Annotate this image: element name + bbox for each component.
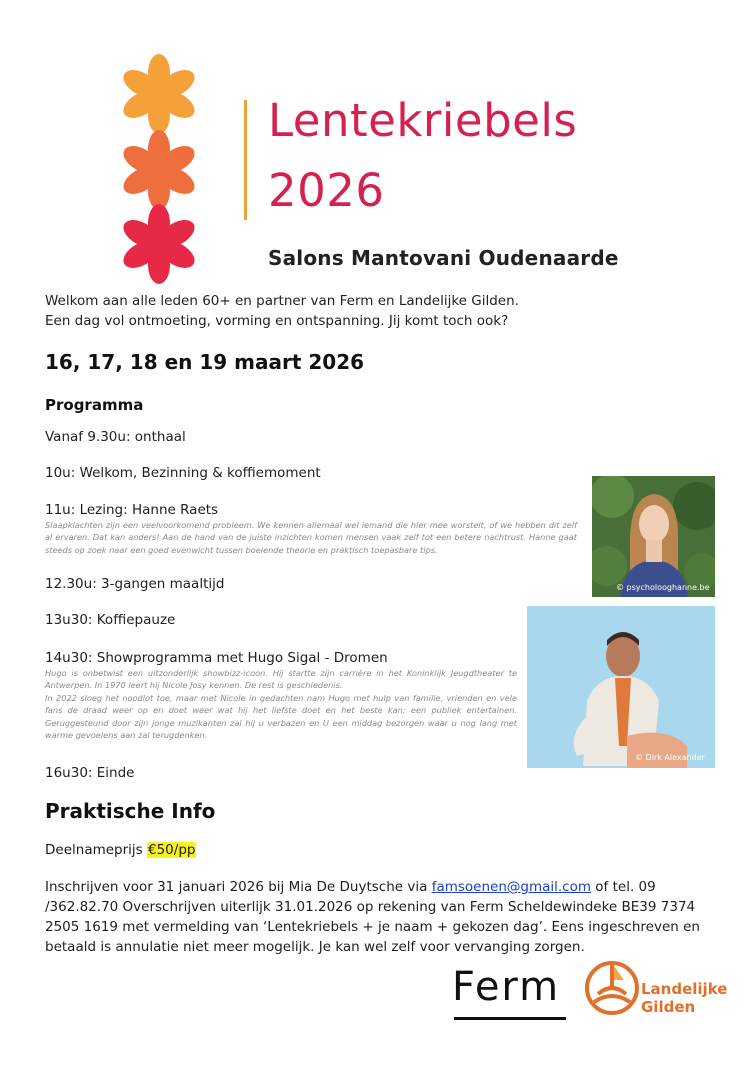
- lezing-description: Slaapklachten zijn een veelvoorkomend probleem. We kennen allemaal wel iemand die hier mee worstelt, of we hebben dit zelf al ervaren. Dat kan anders! Aan de hand van de juiste inzichten komen mensen vaak zelf tot een betere nachtrust. Hanne gaat steeds op zoek naar een goed evenwicht tussen boeiende theorie en praktisch toepasbare tips.: [45, 520, 577, 555]
- programma-heading: Programma: [45, 396, 144, 414]
- landelijke-gilden-line1: Landelijke: [641, 980, 728, 998]
- landelijke-gilden-line2: Gilden: [641, 998, 696, 1016]
- hanne-raets-photo: [592, 476, 715, 597]
- venue-name: Salons Mantovani Oudenaarde: [268, 246, 619, 270]
- ferm-logo-underline: [454, 1017, 566, 1020]
- hugo-sigal-photo: [527, 606, 715, 768]
- program-item-showprogramma: 14u30: Showprogramma met Hugo Sigal - Dromen: [45, 650, 388, 666]
- show-description: Hugo is onbetwist een uitzonderlijk showbizz-icoon. Hij startte zijn carrière in het Koninklijk Jeugdtheater te Antwerpen. In 1970 leert hij Nicole Josy kennen. De rest is geschiedenis. In 2022 sloeg het noodlot toe, maar met Nicole in gedachten nam Hugo met hulp van familie, vrienden en vele fans de draad weer op en doet weer wat hij het liefste doet en het beste kan: een publiek entertainen. Geruggesteund door zijn jonge muzikanten zal hij u verbazen en U een middag bezorgen waar u nog lang met warme gevoelens aan zal terugdenken.: [45, 668, 517, 741]
- program-item-onthaal: Vanaf 9.30u: onthaal: [45, 429, 186, 445]
- landelijke-gilden-logo-icon: [584, 958, 640, 1016]
- ferm-logo: Ferm: [452, 964, 561, 1010]
- deelnameprijs: Deelnameprijs €50/pp: [45, 842, 196, 858]
- intro-text: Welkom aan alle leden 60+ en partner van Ferm en Landelijke Gilden. Een dag vol ontmoeting, vorming en ontspanning. Jij komt toch ook?: [45, 293, 519, 329]
- program-item-welkom: 10u: Welkom, Bezinning & koffiemoment: [45, 465, 321, 481]
- program-item-maaltijd: 12.30u: 3-gangen maaltijd: [45, 576, 225, 592]
- hugo-photo-credit: © Dirk Alexander: [635, 753, 705, 762]
- inschrijving-info: Inschrijven voor 31 januari 2026 bij Mia De Duytsche via famsoenen@gmail.com of tel. 09 /362.82.70 Overschrijven uiterlijk 31.01.2026 op rekening van Ferm Scheldewindeke BE39 7374 2505 1619 met vermelding van ‘Lentekriebels + je naam + gekozen dag’. Eens ingeschreven en betaald is annulatie niet meer mogelijk. Je kan wel zelf voor vervanging zorgen.: [45, 879, 700, 955]
- program-item-einde: 16u30: Einde: [45, 765, 135, 781]
- flower-orange-icon: [118, 54, 200, 134]
- flower-coral-icon: [118, 130, 200, 210]
- hugo-portrait-icon: [527, 606, 715, 768]
- email-link[interactable]: famsoenen@gmail.com: [431, 879, 591, 895]
- header-divider: [244, 100, 247, 220]
- hanne-portrait-icon: [592, 476, 715, 597]
- program-item-koffiepauze: 13u30: Koffiepauze: [45, 612, 176, 628]
- event-title: Lentekriebels: [268, 94, 578, 147]
- hanne-photo-credit: © psycholooghanne.be: [616, 583, 710, 592]
- flower-red-icon: [118, 204, 200, 284]
- event-dates: 16, 17, 18 en 19 maart 2026: [45, 350, 365, 374]
- prijs-value: €50/pp: [148, 842, 196, 858]
- program-item-lezing: 11u: Lezing: Hanne Raets: [45, 502, 219, 518]
- event-year: 2026: [268, 164, 385, 217]
- praktische-info-heading: Praktische Info: [45, 799, 216, 823]
